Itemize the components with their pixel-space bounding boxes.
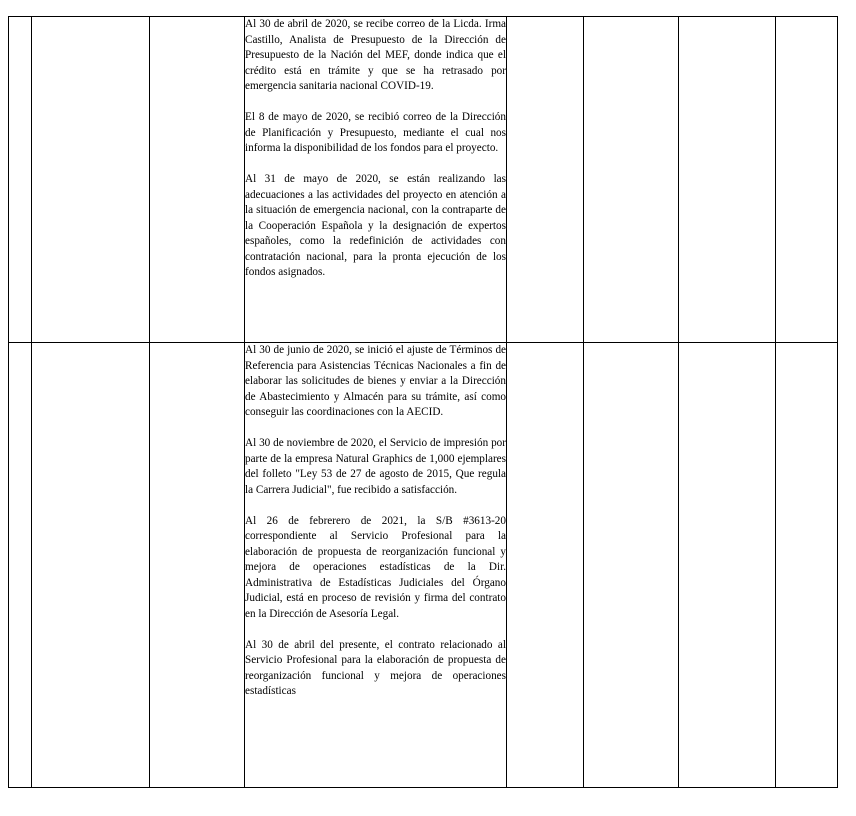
table-row (9, 343, 838, 788)
empty-cell (507, 17, 584, 343)
empty-cell (584, 343, 679, 788)
paragraph: Al 30 de abril de 2020, se recibe correo de la Licda. Irma Castillo, Analista de Presupuesto de la Dirección de Presupuesto de la Nación del MEF, donde indica que el crédito está en trámite y que se ha retrasado por emergencia sanitaria nacional COVID-19. (245, 18, 506, 92)
paragraph: El 8 de mayo de 2020, se recibió correo de la Dirección de Planificación y Presupuesto, mediante el cual nos informa la disponibilidad de los fondos para el proyecto. (245, 111, 506, 154)
empty-cell (679, 343, 776, 788)
table-row (9, 17, 838, 343)
empty-cell (32, 17, 150, 343)
empty-cell (32, 343, 150, 788)
empty-cell (507, 343, 584, 788)
activity-description-cell (245, 17, 507, 343)
paragraph: Al 30 de abril del presente, el contrato relacionado al Servicio Profesional para la elaboración de propuesta de reorganización funcional y mejora de operaciones estadísticas (245, 638, 506, 697)
paragraph: Al 31 de mayo de 2020, se están realizando las adecuaciones a las actividades del proyecto en atención a la situación de emergencia nacional, con la contraparte de la Cooperación Española y la designación de expertos españoles, como la redefinición de actividades con contratación nacional, para la pronta ejecución de los fondos asignados. (245, 173, 506, 278)
empty-cell (776, 343, 838, 788)
empty-cell (584, 17, 679, 343)
paragraph: Al 26 de febrerero de 2021, la S/B #3613-20 correspondiente al Servicio Profesional para la elaboración de propuesta de reorganización funcional y mejora de operaciones estadísticas de la Dir. Administrativa de Estadísticas Judiciales del Órgano Judicial, está en proceso de revisión y firma del contrato en la Dirección de Asesoría Legal. (245, 514, 506, 620)
paragraph: Al 30 de junio de 2020, se inició el ajuste de Términos de Referencia para Asistencias Técnicas Nacionales a fin de elaborar las solicitudes de bienes y enviar a la Dirección de Abastecimiento y Almacén para su trámite, así como conseguir las coordinaciones con la AECID. (245, 344, 506, 418)
empty-cell (150, 17, 245, 343)
progress-table (8, 16, 838, 788)
empty-cell (9, 17, 32, 343)
activity-description-cell (245, 343, 507, 788)
empty-cell (9, 343, 32, 788)
empty-cell (679, 17, 776, 343)
empty-cell (776, 17, 838, 343)
empty-cell (150, 343, 245, 788)
paragraph: Al 30 de noviembre de 2020, el Servicio de impresión por parte de la empresa Natural Graphics de 1,000 ejemplares del folleto "Ley 53 de 27 de agosto de 2015, Que regula la Carrera Judicial", fue recibido a satisfacción. (245, 437, 506, 496)
